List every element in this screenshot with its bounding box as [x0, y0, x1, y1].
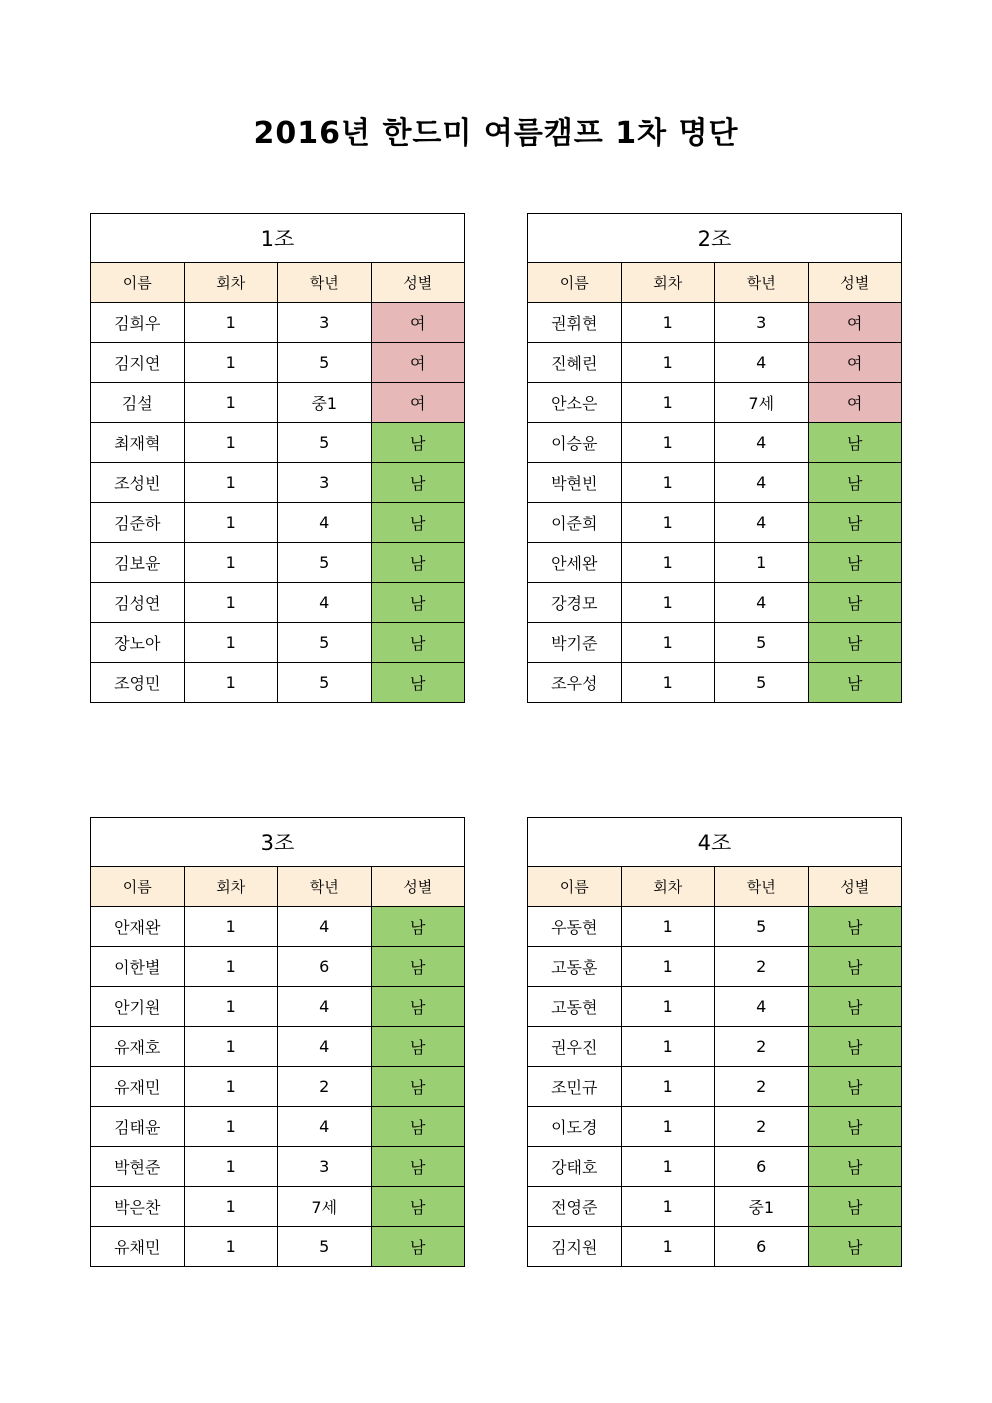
- table-row: [528, 383, 902, 423]
- cell-name: 전영준: [528, 1187, 622, 1227]
- cell-gender: 남: [371, 583, 465, 623]
- cell-grade: 3: [278, 463, 372, 503]
- cell-name: 안소은: [528, 383, 622, 423]
- column-header: 성별: [371, 867, 465, 907]
- table-row: [528, 1187, 902, 1227]
- cell-grade: 4: [715, 503, 809, 543]
- cell-grade: 6: [715, 1227, 809, 1267]
- cell-gender: 남: [808, 907, 902, 947]
- cell-grade: 7세: [278, 1187, 372, 1227]
- cell-gender: 여: [371, 303, 465, 343]
- table-row: [91, 383, 465, 423]
- cell-gender: 남: [808, 463, 902, 503]
- table-row: [528, 1147, 902, 1187]
- table-row: [528, 583, 902, 623]
- cell-gender: 남: [808, 1187, 902, 1227]
- cell-grade: 7세: [715, 383, 809, 423]
- cell-gender: 남: [808, 1107, 902, 1147]
- cell-name: 최재혁: [91, 423, 185, 463]
- cell-name: 김태윤: [91, 1107, 185, 1147]
- group-table-4: [527, 817, 902, 1267]
- cell-round: 1: [184, 907, 278, 947]
- cell-round: 1: [621, 1027, 715, 1067]
- cell-gender: 남: [371, 623, 465, 663]
- cell-gender: 남: [808, 423, 902, 463]
- cell-name: 안기원: [91, 987, 185, 1027]
- cell-round: 1: [184, 1107, 278, 1147]
- cell-grade: 5: [278, 623, 372, 663]
- cell-grade: 4: [278, 1027, 372, 1067]
- group-table-1: [90, 213, 465, 703]
- cell-name: 박은찬: [91, 1187, 185, 1227]
- table-row: [91, 1107, 465, 1147]
- cell-round: 1: [184, 423, 278, 463]
- cell-grade: 중1: [278, 383, 372, 423]
- table-row: [91, 463, 465, 503]
- cell-grade: 3: [278, 1147, 372, 1187]
- cell-round: 1: [184, 947, 278, 987]
- cell-gender: 남: [371, 663, 465, 703]
- table-row: [91, 303, 465, 343]
- column-header: 회차: [621, 867, 715, 907]
- cell-grade: 3: [278, 303, 372, 343]
- cell-round: 1: [184, 463, 278, 503]
- cell-name: 안세완: [528, 543, 622, 583]
- column-header: 학년: [715, 867, 809, 907]
- cell-name: 이준희: [528, 503, 622, 543]
- cell-round: 1: [621, 503, 715, 543]
- cell-round: 1: [621, 907, 715, 947]
- cell-round: 1: [621, 987, 715, 1027]
- table-row: [528, 1067, 902, 1107]
- table-row: [91, 947, 465, 987]
- cell-round: 1: [621, 383, 715, 423]
- cell-name: 유채민: [91, 1227, 185, 1267]
- cell-name: 고동현: [528, 987, 622, 1027]
- table-row: [528, 1027, 902, 1067]
- table-row: [528, 947, 902, 987]
- cell-round: 1: [184, 503, 278, 543]
- cell-grade: 5: [715, 623, 809, 663]
- table-row: [91, 1187, 465, 1227]
- cell-name: 우동현: [528, 907, 622, 947]
- page-title: 2016년 한드미 여름캠프 1차 명단: [253, 116, 739, 151]
- cell-grade: 3: [715, 303, 809, 343]
- column-header: 성별: [808, 263, 902, 303]
- cell-grade: 5: [278, 343, 372, 383]
- cell-round: 1: [621, 1227, 715, 1267]
- table-row: [528, 623, 902, 663]
- cell-gender: 남: [808, 1027, 902, 1067]
- cell-gender: 남: [371, 423, 465, 463]
- cell-name: 강경모: [528, 583, 622, 623]
- cell-gender: 남: [371, 1147, 465, 1187]
- cell-round: 1: [184, 1027, 278, 1067]
- cell-gender: 여: [808, 303, 902, 343]
- cell-gender: 남: [808, 623, 902, 663]
- cell-name: 이도경: [528, 1107, 622, 1147]
- cell-grade: 4: [715, 343, 809, 383]
- table-row: [528, 987, 902, 1027]
- cell-round: 1: [621, 303, 715, 343]
- table-row: [91, 343, 465, 383]
- table-row: [528, 1227, 902, 1267]
- cell-gender: 남: [371, 987, 465, 1027]
- cell-name: 김보윤: [91, 543, 185, 583]
- table-row: [91, 987, 465, 1027]
- cell-grade: 4: [715, 423, 809, 463]
- column-header: 학년: [715, 263, 809, 303]
- cell-name: 김지원: [528, 1227, 622, 1267]
- cell-round: 1: [184, 583, 278, 623]
- cell-grade: 5: [715, 907, 809, 947]
- cell-gender: 남: [808, 1227, 902, 1267]
- cell-round: 1: [621, 947, 715, 987]
- cell-grade: 4: [278, 987, 372, 1027]
- cell-round: 1: [621, 1067, 715, 1107]
- cell-gender: 남: [808, 1147, 902, 1187]
- table-row: [528, 423, 902, 463]
- cell-round: 1: [184, 663, 278, 703]
- cell-name: 조민규: [528, 1067, 622, 1107]
- cell-grade: 2: [278, 1067, 372, 1107]
- cell-round: 1: [184, 1187, 278, 1227]
- table-row: [91, 583, 465, 623]
- cell-round: 1: [184, 303, 278, 343]
- cell-gender: 남: [371, 1107, 465, 1147]
- table-row: [91, 543, 465, 583]
- group-title: 4조: [528, 818, 902, 867]
- table-row: [528, 1107, 902, 1147]
- table-row: [528, 663, 902, 703]
- cell-grade: 4: [278, 907, 372, 947]
- group-title: 2조: [528, 214, 902, 263]
- cell-name: 유재호: [91, 1027, 185, 1067]
- cell-grade: 중1: [715, 1187, 809, 1227]
- cell-name: 이한별: [91, 947, 185, 987]
- table-row: [91, 423, 465, 463]
- cell-round: 1: [184, 1147, 278, 1187]
- cell-round: 1: [621, 623, 715, 663]
- cell-grade: 6: [715, 1147, 809, 1187]
- cell-gender: 남: [371, 1227, 465, 1267]
- cell-name: 김지연: [91, 343, 185, 383]
- column-header: 성별: [371, 263, 465, 303]
- cell-name: 조성빈: [91, 463, 185, 503]
- cell-grade: 6: [278, 947, 372, 987]
- table-row: [528, 463, 902, 503]
- table-row: [528, 907, 902, 947]
- cell-round: 1: [184, 383, 278, 423]
- cell-name: 조우성: [528, 663, 622, 703]
- group-table-2: [527, 213, 902, 703]
- cell-name: 김희우: [91, 303, 185, 343]
- cell-round: 1: [184, 1067, 278, 1107]
- column-header: 이름: [91, 263, 185, 303]
- cell-round: 1: [621, 1187, 715, 1227]
- column-header: 회차: [184, 867, 278, 907]
- group-title: 1조: [91, 214, 465, 263]
- table-row: [528, 503, 902, 543]
- cell-grade: 5: [278, 1227, 372, 1267]
- cell-gender: 남: [371, 543, 465, 583]
- cell-grade: 2: [715, 1107, 809, 1147]
- cell-grade: 5: [278, 663, 372, 703]
- cell-grade: 5: [278, 423, 372, 463]
- cell-round: 1: [621, 343, 715, 383]
- cell-name: 김준하: [91, 503, 185, 543]
- cell-round: 1: [184, 343, 278, 383]
- table-row: [528, 543, 902, 583]
- cell-grade: 4: [715, 583, 809, 623]
- cell-name: 강태호: [528, 1147, 622, 1187]
- cell-round: 1: [621, 543, 715, 583]
- table-row: [91, 1227, 465, 1267]
- cell-gender: 남: [808, 503, 902, 543]
- cell-name: 이승윤: [528, 423, 622, 463]
- table-row: [91, 1147, 465, 1187]
- cell-gender: 남: [371, 463, 465, 503]
- cell-name: 김설: [91, 383, 185, 423]
- cell-round: 1: [621, 1147, 715, 1187]
- table-row: [528, 303, 902, 343]
- cell-grade: 4: [278, 1107, 372, 1147]
- cell-gender: 여: [808, 383, 902, 423]
- cell-gender: 남: [371, 503, 465, 543]
- cell-grade: 4: [715, 463, 809, 503]
- cell-grade: 1: [715, 543, 809, 583]
- cell-gender: 남: [371, 907, 465, 947]
- cell-gender: 남: [808, 543, 902, 583]
- table-row: [91, 503, 465, 543]
- cell-gender: 남: [808, 583, 902, 623]
- cell-gender: 여: [371, 383, 465, 423]
- cell-gender: 남: [371, 1067, 465, 1107]
- cell-name: 장노아: [91, 623, 185, 663]
- column-header: 회차: [621, 263, 715, 303]
- cell-grade: 4: [278, 503, 372, 543]
- cell-gender: 남: [808, 947, 902, 987]
- cell-name: 권우진: [528, 1027, 622, 1067]
- column-header: 회차: [184, 263, 278, 303]
- table-row: [91, 1067, 465, 1107]
- cell-grade: 2: [715, 1067, 809, 1107]
- table-row: [91, 1027, 465, 1067]
- cell-grade: 5: [278, 543, 372, 583]
- cell-name: 안재완: [91, 907, 185, 947]
- cell-round: 1: [621, 583, 715, 623]
- cell-gender: 남: [371, 1187, 465, 1227]
- cell-name: 유재민: [91, 1067, 185, 1107]
- cell-name: 조영민: [91, 663, 185, 703]
- cell-gender: 남: [808, 1067, 902, 1107]
- cell-name: 진혜린: [528, 343, 622, 383]
- cell-round: 1: [184, 1227, 278, 1267]
- cell-grade: 4: [715, 987, 809, 1027]
- cell-gender: 남: [371, 1027, 465, 1067]
- column-header: 이름: [91, 867, 185, 907]
- group-table-3: [90, 817, 465, 1267]
- column-header: 이름: [528, 867, 622, 907]
- table-row: [91, 663, 465, 703]
- group-title: 3조: [91, 818, 465, 867]
- cell-round: 1: [184, 543, 278, 583]
- cell-name: 고동훈: [528, 947, 622, 987]
- column-header: 학년: [278, 263, 372, 303]
- table-row: [91, 623, 465, 663]
- cell-round: 1: [621, 423, 715, 463]
- cell-gender: 여: [371, 343, 465, 383]
- cell-gender: 여: [808, 343, 902, 383]
- cell-name: 박기준: [528, 623, 622, 663]
- cell-round: 1: [621, 463, 715, 503]
- cell-name: 권휘현: [528, 303, 622, 343]
- table-row: [528, 343, 902, 383]
- cell-name: 김성연: [91, 583, 185, 623]
- cell-gender: 남: [371, 947, 465, 987]
- cell-name: 박현준: [91, 1147, 185, 1187]
- column-header: 학년: [278, 867, 372, 907]
- cell-round: 1: [621, 1107, 715, 1147]
- cell-grade: 4: [278, 583, 372, 623]
- cell-round: 1: [184, 987, 278, 1027]
- column-header: 이름: [528, 263, 622, 303]
- cell-round: 1: [184, 623, 278, 663]
- cell-round: 1: [621, 663, 715, 703]
- cell-gender: 남: [808, 987, 902, 1027]
- cell-gender: 남: [808, 663, 902, 703]
- cell-name: 박현빈: [528, 463, 622, 503]
- cell-grade: 2: [715, 947, 809, 987]
- cell-grade: 5: [715, 663, 809, 703]
- column-header: 성별: [808, 867, 902, 907]
- cell-grade: 2: [715, 1027, 809, 1067]
- table-row: [91, 907, 465, 947]
